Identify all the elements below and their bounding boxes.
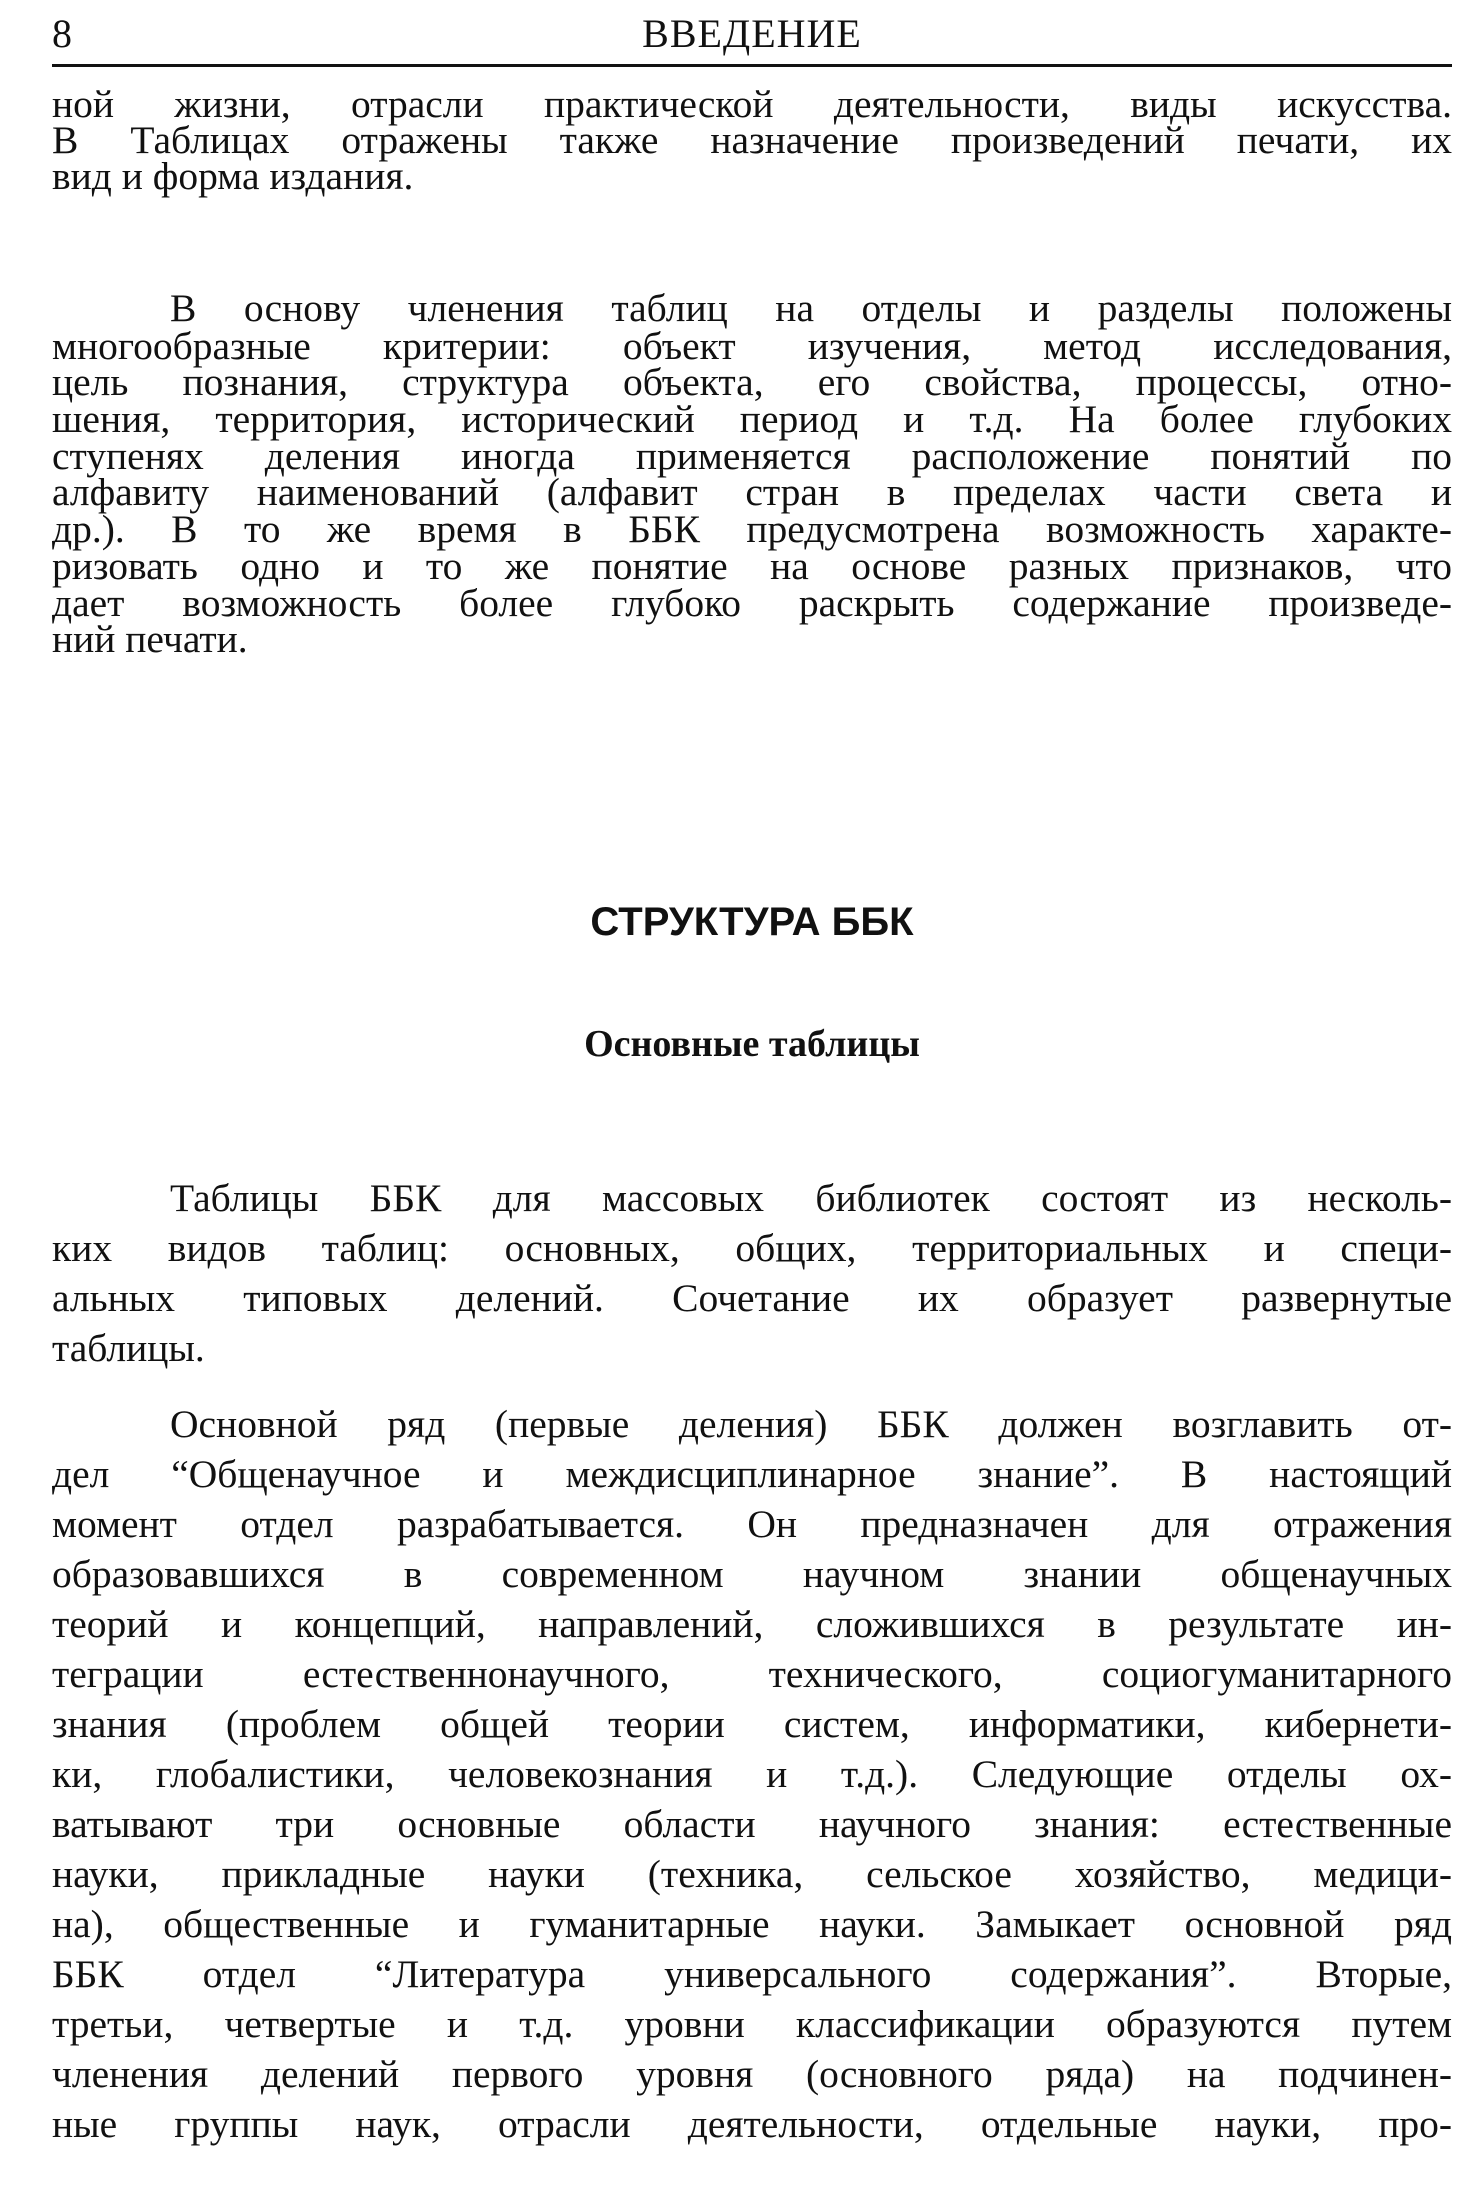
text-line: ББК отдел “Литература универсального содержания”. Вторые, xyxy=(52,1952,1452,1996)
text-line: ные группы наук, отрасли деятельности, отдельные науки, про- xyxy=(52,2102,1452,2146)
text-line: знания (проблем общей теории систем, информатики, кибернети- xyxy=(52,1702,1452,1746)
subsection-heading: Основные таблицы xyxy=(584,1023,920,1065)
text-line: момент отдел разрабатывается. Он предназначен для отражения xyxy=(52,1502,1452,1546)
page-number: 8 xyxy=(52,11,72,56)
text-line: теорий и концепций, направлений, сложившихся в результате ин- xyxy=(52,1602,1452,1646)
section-heading: СТРУКТУРА ББК xyxy=(590,900,914,944)
text-line: альных типовых делений. Сочетание их образует развернутые xyxy=(52,1276,1452,1320)
text-line: членения делений первого уровня (основного ряда) на подчинен- xyxy=(52,2052,1452,2096)
text-line: ной жизни, отрасли практической деятельности, виды искусства. xyxy=(52,82,1452,126)
document-page xyxy=(52,0,1452,2185)
text-line: др.). В то же время в ББК предусмотрена возможность характе- xyxy=(52,507,1452,551)
text-line: ких видов таблиц: основных, общих, территориальных и специ- xyxy=(52,1226,1452,1270)
text-line: ступенях деления иногда применяется расположение понятий по xyxy=(52,434,1452,478)
text-line: В Таблицах отражены также назначение произведений печати, их xyxy=(52,118,1452,162)
text-line: таблицы. xyxy=(52,1326,205,1370)
text-line: В основу членения таблиц на отделы и разделы положены xyxy=(170,286,1452,330)
text-line: шения, территория, исторический период и т.д. На более глубоких xyxy=(52,397,1452,441)
page-header xyxy=(52,8,1452,67)
text-line: вид и форма издания. xyxy=(52,154,414,198)
text-line: Таблицы ББК для массовых библиотек состоят из несколь- xyxy=(170,1176,1452,1220)
text-line: третьи, четвертые и т.д. уровни классификации образуются путем xyxy=(52,2002,1452,2046)
text-line: ризовать одно и то же понятие на основе разных признаков, что xyxy=(52,544,1452,588)
text-line: ний печати. xyxy=(52,617,248,661)
text-line: ватывают три основные области научного знания: естественные xyxy=(52,1802,1452,1846)
text-line: дел “Общенаучное и междисциплинарное знание”. В настоящий xyxy=(52,1452,1452,1496)
text-line: алфавиту наименований (алфавит стран в пределах части света и xyxy=(52,470,1452,514)
text-line: теграции естественнонаучного, технического, социогуманитарного xyxy=(52,1652,1452,1696)
text-line: образовавшихся в современном научном знании общенаучных xyxy=(52,1552,1452,1596)
text-line: многообразные критерии: объект изучения, метод исследования, xyxy=(52,324,1452,368)
text-line: Основной ряд (первые деления) ББК должен возглавить от- xyxy=(170,1402,1452,1446)
running-title: ВВЕДЕНИЕ xyxy=(642,11,862,56)
text-line: дает возможность более глубоко раскрыть содержание произведе- xyxy=(52,581,1452,625)
text-line: ки, глобалистики, человекознания и т.д.). Следующие отделы ох- xyxy=(52,1752,1452,1796)
text-line: цель познания, структура объекта, его свойства, процессы, отно- xyxy=(52,360,1452,404)
text-line: на), общественные и гуманитарные науки. Замыкает основной ряд xyxy=(52,1902,1452,1946)
text-line: науки, прикладные науки (техника, сельское хозяйство, медици- xyxy=(52,1852,1452,1896)
